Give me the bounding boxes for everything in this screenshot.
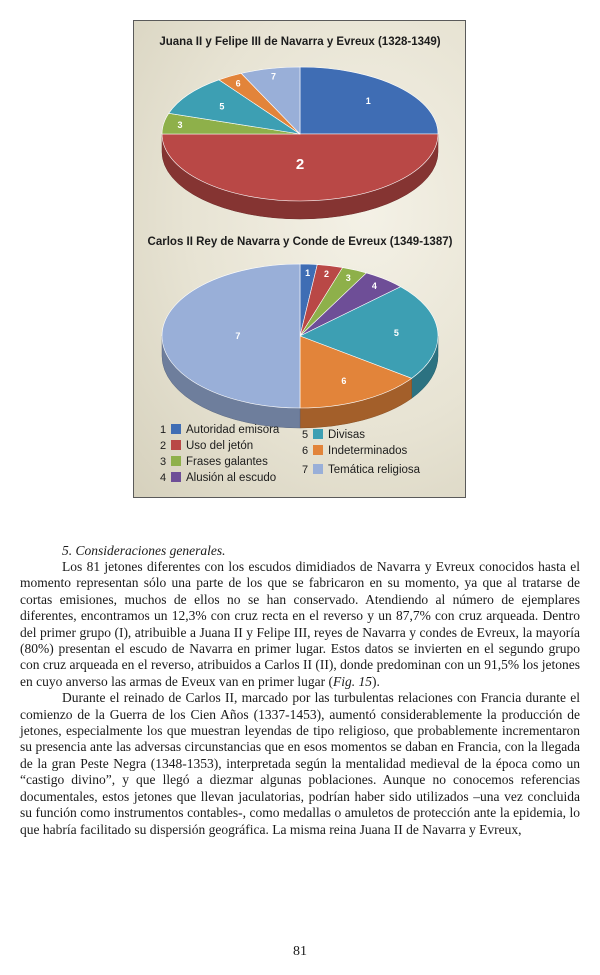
chart-2-title: Carlos II Rey de Navarra y Conde de Evreux (1349-1387) xyxy=(147,236,453,248)
legend-swatch xyxy=(171,440,181,450)
pie1-label-3: 3 xyxy=(177,119,183,130)
legend-label: Autoridad emisora xyxy=(186,424,280,436)
legend-swatch xyxy=(313,464,323,474)
pie1-label-1: 1 xyxy=(365,95,371,106)
legend-label: Divisas xyxy=(328,429,366,441)
legend-swatch xyxy=(171,472,181,482)
legend-swatch xyxy=(171,424,181,434)
pie2-label-5: 5 xyxy=(393,327,399,338)
legend-number: 4 xyxy=(160,472,167,484)
pie2-label-3: 3 xyxy=(345,272,351,283)
legend-item-3 xyxy=(160,456,268,468)
legend-label: Uso del jetón xyxy=(186,440,254,452)
pie-chart-1 xyxy=(162,67,438,219)
page-number: 81 xyxy=(293,944,307,959)
legend-number: 5 xyxy=(302,429,309,441)
legend-label: Temática religiosa xyxy=(328,464,421,476)
legend-number: 2 xyxy=(160,440,167,452)
paragraph-1-text: Los 81 jetones diferentes con los escudos dimidiados de Navarra y Evreux conocidos hasta el momento representan sólo una parte de los que se fabricaron en su momento, ya que al tratarse de cortas emisiones, muchos de ellos no se han conservado. Atendiendo al número de ejemplares diferentes, encontramos un 12,3% con cruz recta en el reverso y un 87,7% con cruz arqueada. Dentro del primer grupo (I), atribuible a Juana II y Felipe III, reyes de Navarra y condes de Evreux, la mayoría (80%) presentan el escudo de Navarra en primer lugar. Estos datos se invierten en el segundo grupo con cruz arqueada en el reverso, atribuidos a Carlos II (II), donde predominan con un 91,5% los jetones en cuyo anverso las armas de Eveux van en primer lugar ( xyxy=(20,559,580,689)
pie2-label-1: 1 xyxy=(305,267,311,278)
legend-label: Indeterminados xyxy=(328,445,408,457)
pie-chart-2 xyxy=(162,264,438,428)
pie2-label-6: 6 xyxy=(341,375,347,386)
figure-panel xyxy=(133,20,466,498)
pie1-label-7: 7 xyxy=(271,71,277,82)
pie1-label-5: 5 xyxy=(219,101,225,112)
legend-item-1 xyxy=(160,424,280,436)
legend-item-2 xyxy=(160,440,253,452)
legend-number: 7 xyxy=(302,464,309,476)
legend-number: 6 xyxy=(302,445,309,457)
legend-swatch xyxy=(171,456,181,466)
legend-number: 3 xyxy=(160,456,167,468)
paragraph-1-end: ). xyxy=(372,673,380,689)
legend-swatch xyxy=(313,429,323,439)
paragraph-1 xyxy=(20,559,580,690)
pie2-label-2: 2 xyxy=(323,269,329,280)
legend-item-7 xyxy=(302,464,421,476)
paragraph-2: Durante el reinado de Carlos II, marcado por las turbulentas relaciones con Francia durante el comienzo de la Guerra de los Cien Años (1337-1453), aumentó considerablemente la producción de jetones, especialmente los que muestran leyendas de tipo religioso, que probablemente incrementaron su presencia ante las adversas circunstancias que en esos momentos se daban en Francia, con la llegada de la gran Peste Negra (1348-1353), interpretada según la mentalidad medieval de la época como un “castigo divino”, y que llegó a diezmar algunas poblaciones. Aunque no conocemos referencias documentales, estos jetones que llevan jaculatorias, podrían haber sido utilizados –una vez concluida su función como instrumentos contables-, como medallas o amuletos de protección ante la epidemia, lo que habría facilitado su dispersión geográfica. La misma reina Juana II de Navarra y Evreux, xyxy=(20,690,580,837)
legend-label: Alusión al escudo xyxy=(186,472,277,484)
pie1-label-2: 2 xyxy=(295,156,305,174)
figure-reference: Fig. 15 xyxy=(333,673,373,689)
legend-item-6 xyxy=(302,445,408,457)
pie-charts-figure xyxy=(134,21,467,499)
section-heading: 5. Consideraciones generales. xyxy=(62,543,226,558)
chart-legend xyxy=(160,424,421,484)
chart-1-title: Juana II y Felipe III de Navarra y Evreux (1328-1349) xyxy=(159,36,441,48)
legend-item-5 xyxy=(302,429,365,441)
legend-number: 1 xyxy=(160,424,167,436)
section-body xyxy=(20,543,580,838)
legend-label: Frases galantes xyxy=(186,456,268,468)
legend-swatch xyxy=(313,445,323,455)
pie2-label-4: 4 xyxy=(371,280,377,291)
legend-item-4 xyxy=(160,472,276,484)
pie1-label-6: 6 xyxy=(235,78,241,89)
pie2-label-7: 7 xyxy=(235,331,241,341)
